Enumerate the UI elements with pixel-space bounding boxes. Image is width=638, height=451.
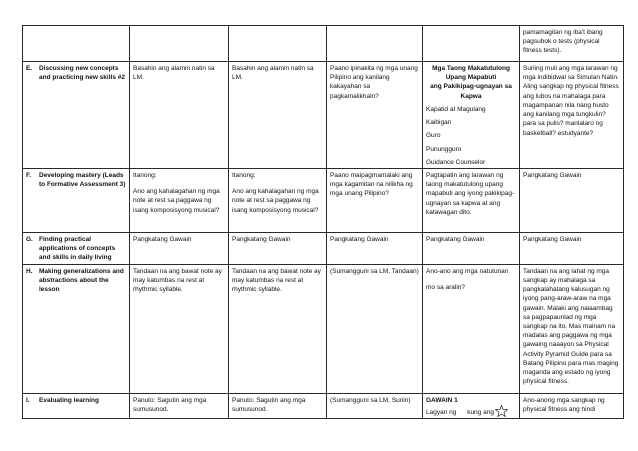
cell-text: Ano ang kahalagahan ng mga note at rest sa paggawa ng isang komposisyong musical? [232,188,319,214]
wednesday-cell [327,62,423,169]
cell-text: (Sumangguni sa LM, Tandaan) [330,267,419,275]
monday-cell [130,264,229,393]
cell-text: Pangkatang Gawain [523,235,582,243]
cell-text: Ano-ano ang mga natutunan [426,267,509,275]
wednesday-cell [327,393,423,418]
monday-cell [130,232,229,264]
list-item: Guidance Counselor [426,158,486,166]
label-cell [23,264,130,393]
cell-text: Pangkatang Gawain [426,235,485,243]
list-item: Kaibigan [426,119,452,127]
thursday-cell [423,264,520,393]
table-row [23,26,624,62]
table-row [23,62,624,169]
cell-text: Lagyan ng kung ang [426,408,494,416]
tuesday-cell [229,232,327,264]
friday-cell [520,393,624,418]
cell-text: Ano ang kahalagahan ng mga note at rest sa paggawa ng isang komposisyong musical? [133,188,220,214]
monday-cell [130,62,229,169]
thursday-cell [423,26,520,62]
list-item: Punungguro [426,145,462,153]
monday-cell [130,393,229,418]
friday-cell [520,62,624,169]
cell-text: Ano-anong mga sangkap ng physical fitness ang hindi [523,396,605,413]
tuesday-cell [229,26,327,62]
label-cell [23,26,130,62]
cell-text: Tandaan na ang bawat note ay may katumbas na rest at rhythmic syllable. [232,267,321,294]
cell-text: Paano ipinakita ng mga unang Pilipino ang kanilang kakayahan sa pagkamalikhain? [330,65,418,100]
cell-text: Tandaan na ang lahat ng mga sangkap ay mahalaga sa pangkalahatang kalusugan ng iyong pang-araw-araw na mga gawain. Malaki ang naiaambag sa pagpapaunlad ng mga sangkap na ito. Mas mainam na madalas ang paggawa ng mga gawaing naaayon sa Physical Activity Pyramid Guide para sa Batang Pilipino para mas maging maganda ang estado ng iyong physical fitness. [523,267,619,386]
thursday-cell [423,393,520,418]
row-label: Finding practical applications of concepts and skills in daily living [39,235,116,262]
wednesday-cell [327,232,423,264]
wednesday-cell [327,26,423,62]
cell-heading: Itanong: [133,171,157,179]
thursday-cell [423,168,520,232]
row-label: Discussing new concepts and practicing new skills #2 [39,65,125,82]
cell-heading: Upang Mapabuti [445,74,497,82]
wednesday-cell [327,168,423,232]
tuesday-cell [229,264,327,393]
cell-text: pamamagitan ng iba't ibang [523,29,603,36]
friday-cell [520,232,624,264]
cell-text: Pagtapatin ang larawan ng taong makatutulong upang mapabuti ang iyong pakikipag-ugnayan sa kapwa at ang katawagan dito. [426,171,515,216]
row-label: Developing mastery (Leads to Formative Assessment 3) [39,171,126,189]
cell-text: mo sa aralin? [426,283,466,291]
cell-text: Basahin ang alamin natin sa LM. [133,65,215,82]
table-row [23,232,624,264]
star-icon [495,405,508,417]
wednesday-cell [327,264,423,393]
table-row [23,264,624,393]
list-item: Kapatid at Magulang [426,105,486,113]
cell-text: Basahin ang alamin natin sa LM. [232,65,314,82]
friday-cell [520,26,624,62]
monday-cell [130,168,229,232]
cell-text: Pangkatang Gawain [232,235,291,243]
monday-cell [130,26,229,62]
label-cell [23,62,130,169]
cell-heading: Itanong: [232,171,256,179]
cell-text: Tandaan na ang bawat note ay may katumbas na rest at rhythmic syllable. [133,267,222,294]
tuesday-cell [229,393,327,418]
row-letter: G. [26,235,33,243]
friday-cell [520,168,624,232]
cell-text: Suriing muli ang mga larawan ng mga indibidwal sa Simulan Natin. Aling sangkap ng physical fitness ang lubos na mahalaga para magampanan nila nang husto ang kanilang mga tungkulin? para sa pulis? manlalaro ng basketball? estudyante? [523,65,619,137]
tuesday-cell [229,62,327,169]
label-cell [23,232,130,264]
cell-text: fitness tests). [523,47,562,55]
table-row [23,393,624,418]
cell-text-with-icon [426,405,516,417]
row-letter: F. [26,171,32,179]
cell-text: Pangkatang Gawain [523,171,582,179]
thursday-cell [423,232,520,264]
cell-heading: GAWAIN 1 [426,396,458,404]
cell-text: pagsubok o tests (physical [523,38,600,46]
row-letter: H. [26,267,33,275]
label-cell [23,393,130,418]
cell-text: Pangkatang Gawain [133,235,192,243]
cell-text: Panuto: Sagutin ang mga sumusunod. [133,396,207,413]
table-row [23,168,624,232]
row-label: Evaluating learning [39,396,99,404]
cell-heading: Mga Taong Makatutulong [432,65,510,72]
cell-text: (Sumangguni sa LM, Suriin) [330,396,411,404]
list-item: Guro [426,132,441,140]
cell-text: Paano maipagmamalaki ang mga kagamitan na nilikha ng mga unang Pilipino? [330,171,413,198]
lesson-plan-table [22,25,624,419]
row-letter: I. [26,396,30,404]
cell-heading: ang Pakikipag-ugnayan sa [430,83,512,91]
cell-text: Pangkatang Gawain [330,235,389,243]
cell-heading: Kapwa [460,92,482,100]
friday-cell [520,264,624,393]
cell-text: Panuto: Sagutin ang mga sumusunod. [232,396,306,413]
tuesday-cell [229,168,327,232]
row-label: Making generalizations and abstractions about the lesson [39,267,124,294]
row-letter: E. [26,65,33,72]
label-cell [23,168,130,232]
thursday-cell [423,62,520,169]
